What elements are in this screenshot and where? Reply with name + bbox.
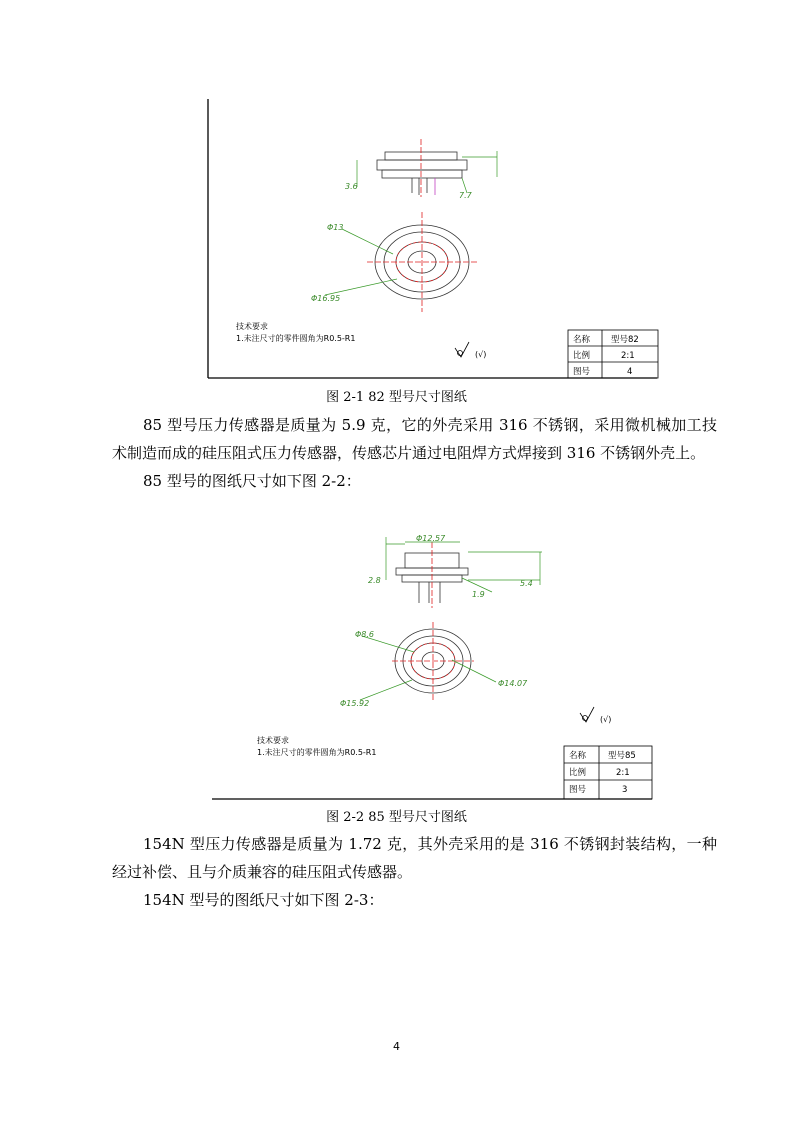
dim-label: 7.7	[459, 191, 472, 200]
title-block-label: 比例	[573, 351, 591, 361]
tech-requirements-title: 技术要求	[236, 322, 268, 331]
tech-requirements-note: 1.未注尺寸的零件圆角为R0.5-R1	[257, 748, 377, 757]
dim-label: Φ14.07	[498, 679, 528, 688]
paragraph: 154N 型压力传感器是质量为 1.72 克，其外壳采用的是 316 不锈钢封装结构，一种经过补偿、且与介质兼容的硅压阻式传感器。	[112, 835, 717, 881]
title-block-label: 名称	[569, 751, 587, 761]
side-dimensions	[386, 537, 542, 592]
title-block-label: 比例	[569, 768, 587, 778]
title-block-value: 2:1	[621, 351, 635, 361]
tech-requirements-note: 1.未注尺寸的零件圆角为R0.5-R1	[236, 334, 356, 343]
dim-label: 3.6	[345, 182, 358, 191]
title-block-value: 2:1	[616, 768, 630, 778]
dim-label: 1.9	[472, 590, 485, 599]
side-view	[377, 152, 467, 195]
tech-requirements-title: 技术要求	[257, 736, 289, 745]
dim-label: Φ15.92	[340, 699, 370, 708]
dim-label: Φ12.57	[416, 534, 446, 543]
page-number: 4	[393, 1040, 400, 1053]
dim-label: Φ16.95	[311, 294, 341, 303]
surface-finish-icon	[455, 342, 469, 357]
dim-label: 5.4	[520, 579, 533, 588]
title-block-value: 型号85	[608, 751, 636, 761]
title-block-value: 4	[627, 367, 633, 377]
paragraph: 85 型号的图纸尺寸如下图 2-2：	[143, 472, 361, 490]
title-block-label: 图号	[569, 785, 587, 795]
paragraph: 85 型号压力传感器是质量为 5.9 克，它的外壳采用 316 不锈钢，采用微机械加工技术制造而成的硅压阻式压力传感器，传感芯片通过电阻焊方式焊接到 316 不锈钢外壳上。	[112, 416, 717, 462]
title-block-label: 图号	[573, 367, 591, 377]
paragraph: 154N 型号的图纸尺寸如下图 2-3：	[143, 891, 384, 909]
dim-label: Φ13	[327, 223, 344, 232]
title-block-label: 名称	[573, 335, 591, 345]
dim-label: 2.8	[368, 576, 381, 585]
title-block-value: 型号82	[611, 335, 639, 345]
dim-label: Φ8.6	[355, 630, 375, 639]
figure-2-1-caption: 图 2-1 82 型号尺寸图纸	[326, 390, 467, 405]
surface-finish-label: (√)	[600, 715, 612, 724]
figure-2-1-drawing	[207, 99, 659, 380]
figure-2-2-caption: 图 2-2 85 型号尺寸图纸	[326, 810, 467, 825]
surface-finish-icon	[580, 707, 594, 722]
title-block-value: 3	[622, 785, 628, 795]
surface-finish-label: (√)	[475, 350, 487, 359]
figure-2-2-drawing	[212, 520, 654, 802]
